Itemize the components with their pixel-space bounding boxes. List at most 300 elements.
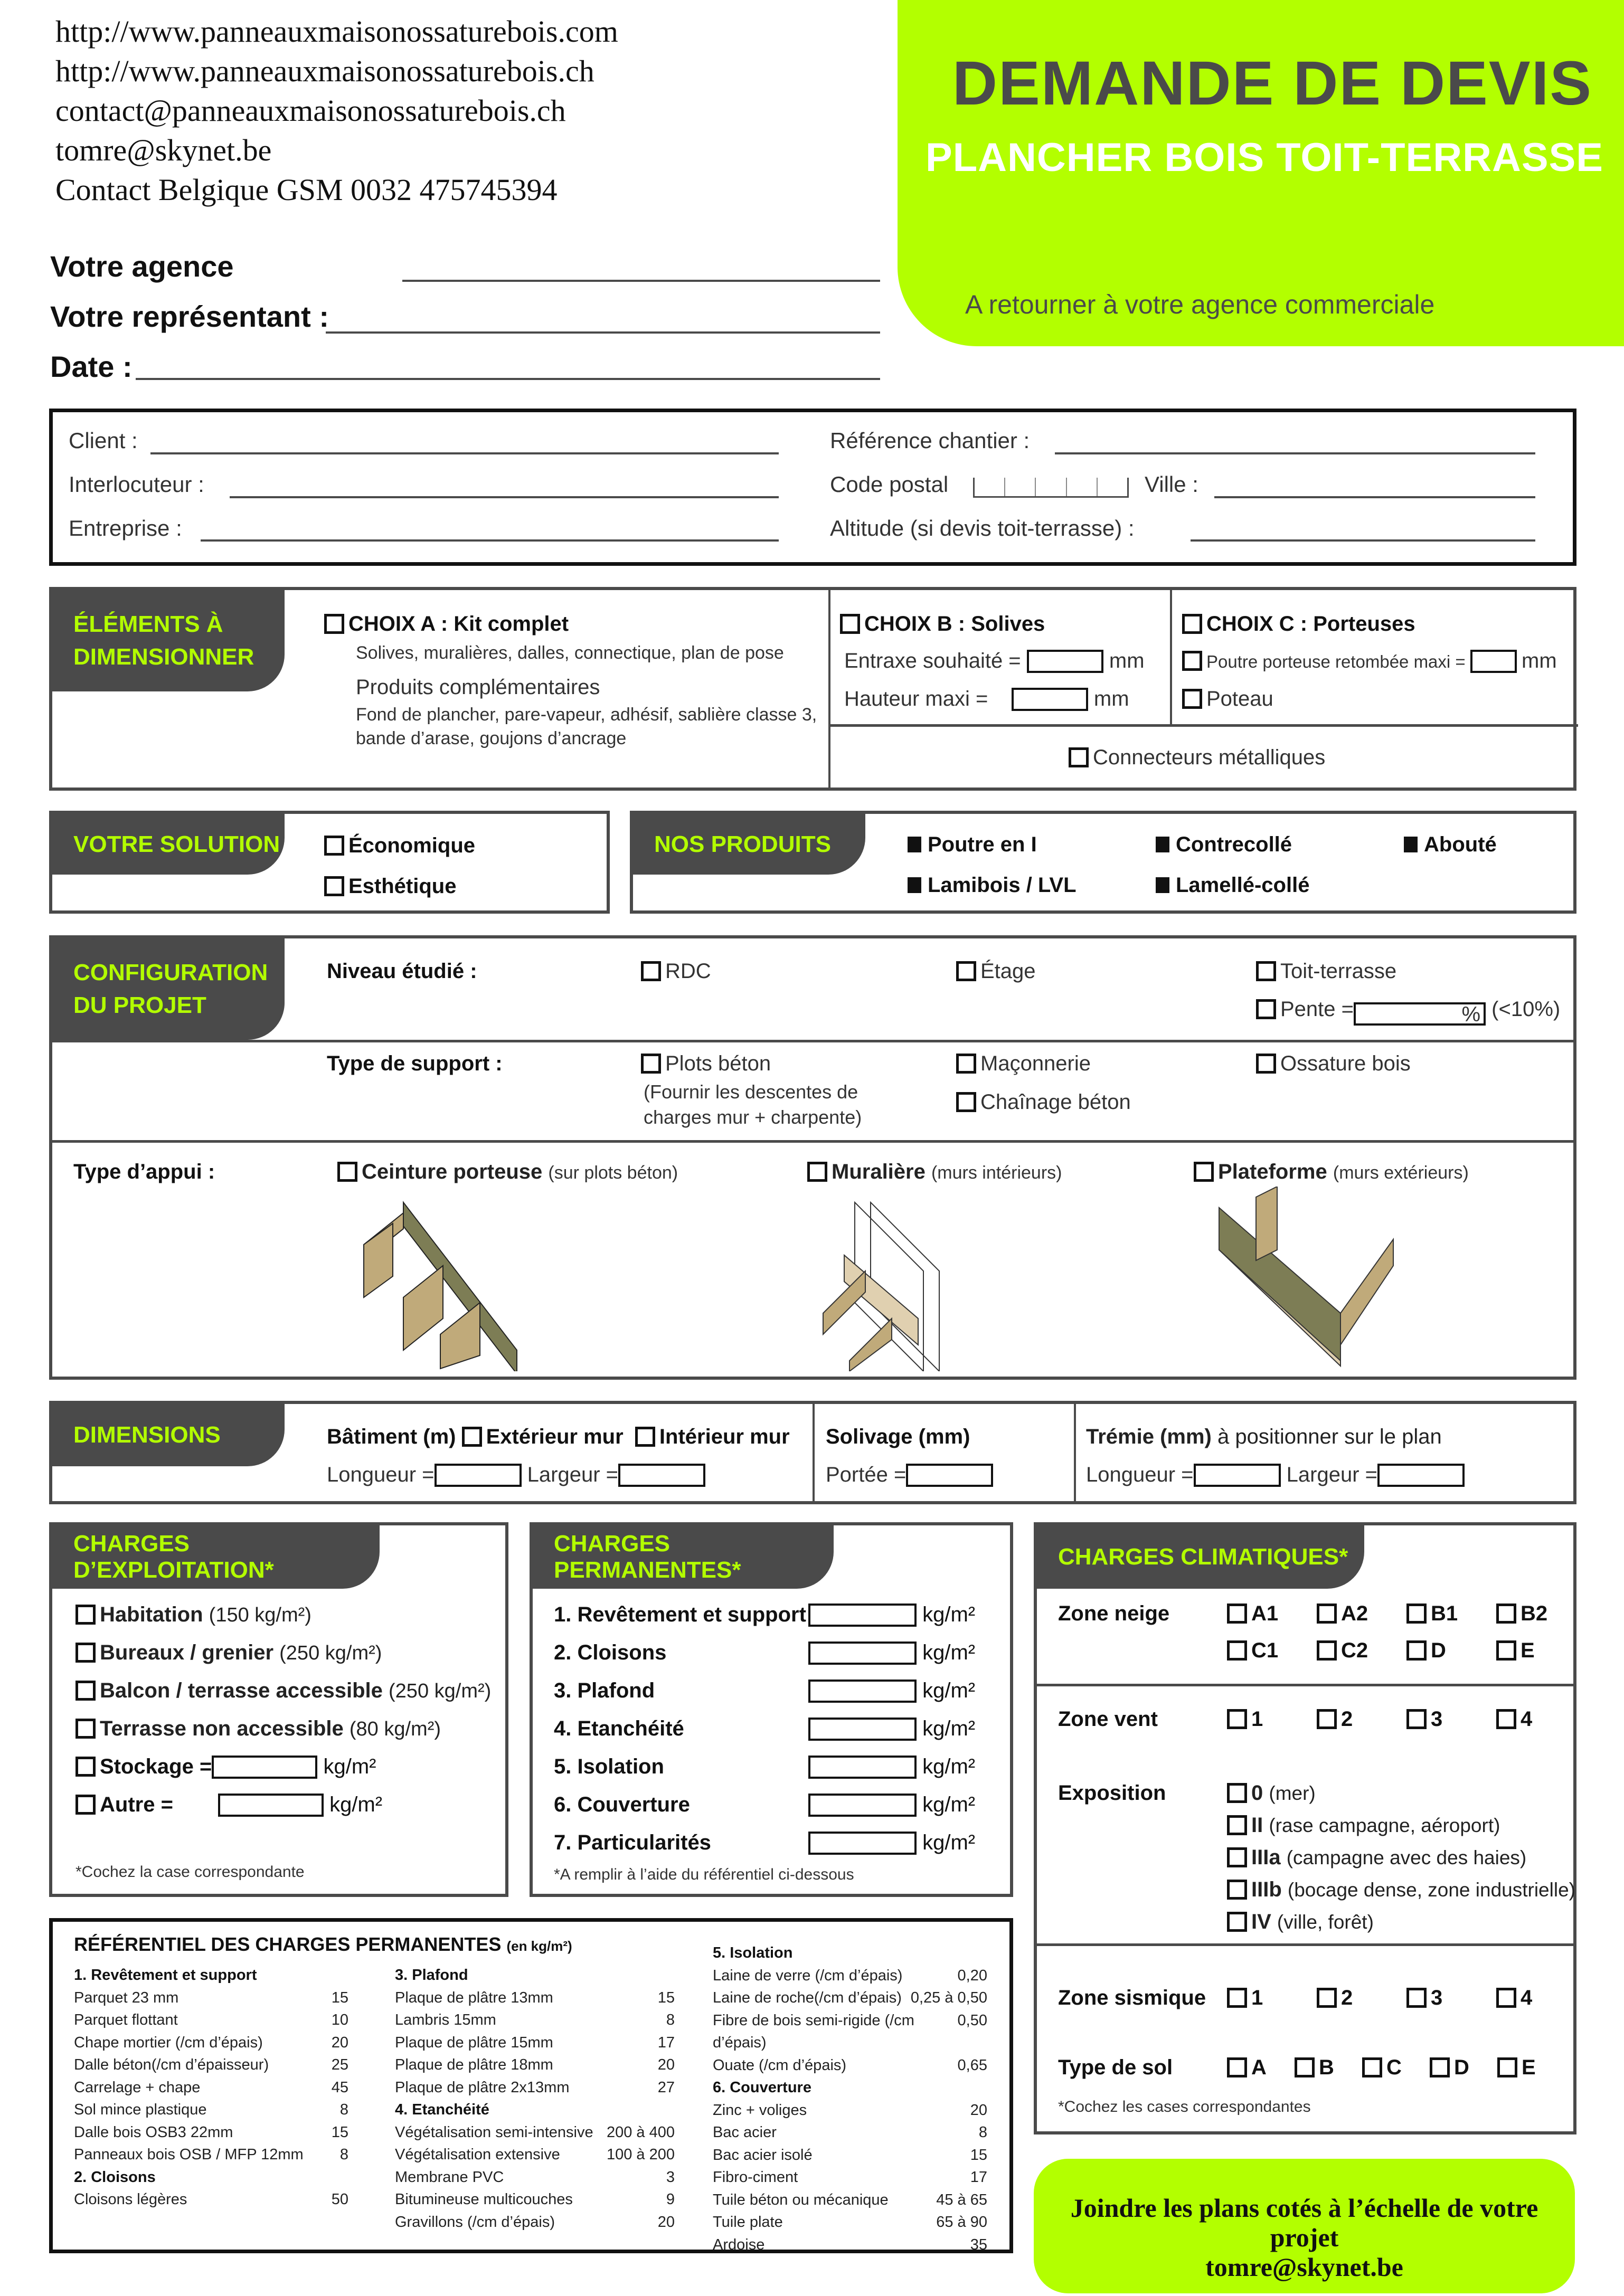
checkbox[interactable] — [1227, 1988, 1247, 2008]
niveau-toit-terrasse[interactable] — [1256, 960, 1396, 983]
option-label: 1 — [1251, 1707, 1263, 1731]
referentiel-row — [74, 1987, 348, 2009]
permanente-unit: kg/m² — [922, 1755, 976, 1778]
material-value: 0,65 — [957, 2056, 987, 2074]
altitude-input[interactable] — [1191, 539, 1535, 542]
exploitation-footnote: *Cochez la case correspondante — [75, 1863, 305, 1881]
esthetique-label: Esthétique — [348, 875, 457, 898]
referentiel-row — [395, 2076, 675, 2099]
permanente-row — [554, 1641, 975, 1665]
permanente-input[interactable] — [808, 1718, 917, 1741]
checkbox[interactable] — [1406, 1640, 1427, 1661]
terrasse-note: (80 kg/m²) — [349, 1718, 441, 1740]
reference-input[interactable] — [1055, 452, 1535, 454]
choix-a-option[interactable] — [324, 612, 569, 636]
batiment-row — [327, 1425, 790, 1449]
checkbox[interactable] — [1227, 1604, 1247, 1624]
checkbox[interactable] — [1496, 1709, 1516, 1729]
permanente-input[interactable] — [808, 1642, 917, 1665]
produit-label: Lamibois / LVL — [928, 874, 1077, 897]
ossature-bois-label: Ossature bois — [1280, 1052, 1411, 1075]
option-label: C — [1386, 2056, 1402, 2079]
zone-neige-option[interactable] — [1496, 1639, 1535, 1663]
material-value: 3 — [666, 2168, 675, 2186]
connecteurs-option[interactable] — [1069, 746, 1325, 770]
zone-sismique-option[interactable] — [1496, 1986, 1532, 2010]
exposition-note: (campagne avec des haies) — [1286, 1847, 1527, 1868]
option-label: E — [1522, 2056, 1536, 2079]
type-sol-option[interactable] — [1295, 2056, 1334, 2080]
material-value: 8 — [339, 2146, 348, 2163]
bureaux-checkbox[interactable] — [75, 1643, 96, 1663]
rdc-checkbox[interactable] — [641, 961, 661, 981]
referentiel-heading — [395, 2099, 675, 2121]
choix-b-checkbox[interactable] — [840, 614, 860, 634]
interlocuteur-label: Interlocuteur : — [69, 472, 204, 497]
choix-a-label: CHOIX A : Kit complet — [348, 612, 569, 635]
checkbox[interactable] — [1227, 1783, 1247, 1803]
material-label: Tuile béton ou mécanique — [713, 2191, 889, 2208]
referentiel-row — [395, 2188, 675, 2211]
referentiel-row — [395, 2166, 675, 2189]
hauteur-input[interactable] — [1012, 688, 1088, 711]
material-label: Plaque de plâtre 2x13mm — [395, 2079, 570, 2096]
plateforme-checkbox[interactable] — [1194, 1162, 1214, 1182]
pente-note: (<10%) — [1491, 998, 1561, 1021]
autre-unit: kg/m² — [329, 1793, 383, 1816]
ceinture-porteuse-illustration — [353, 1192, 564, 1371]
checkbox[interactable] — [1430, 2057, 1450, 2077]
material-value: 0,25 à 0,50 — [910, 1989, 987, 2006]
chainage-beton-label: Chaînage béton — [980, 1090, 1131, 1114]
zone-neige-option[interactable] — [1317, 1639, 1368, 1663]
checkbox[interactable] — [1496, 1988, 1516, 2008]
zone-vent-option[interactable] — [1406, 1707, 1442, 1731]
interlocuteur-input[interactable] — [230, 496, 779, 498]
permanente-unit: kg/m² — [922, 1793, 976, 1816]
poutre-label: Poutre porteuse retombée maxi = — [1206, 652, 1466, 671]
entraxe-input[interactable] — [1027, 650, 1103, 673]
referentiel-row — [395, 1987, 675, 2009]
interieur-checkbox[interactable] — [635, 1427, 655, 1447]
joist-shape — [440, 1303, 480, 1369]
material-value: 45 à 65 — [936, 2191, 987, 2208]
type-sol-option[interactable] — [1227, 2056, 1267, 2080]
representative-input[interactable] — [326, 331, 880, 334]
material-value: 25 — [331, 2056, 348, 2073]
stockage-input[interactable] — [212, 1756, 317, 1779]
permanente-input[interactable] — [808, 1832, 917, 1855]
checkbox[interactable] — [1406, 1988, 1427, 2008]
checkbox[interactable] — [1227, 1880, 1247, 1900]
material-label: Gravillons (/cm d’épais) — [395, 2213, 555, 2231]
entraxe-unit: mm — [1109, 649, 1145, 672]
maconnerie-checkbox[interactable] — [956, 1054, 976, 1074]
support-maconnerie[interactable] — [956, 1052, 1091, 1076]
poteau-label: Poteau — [1206, 687, 1273, 710]
zone-sismique-option[interactable] — [1317, 1986, 1353, 2010]
charges-climatiques-section — [1034, 1522, 1576, 2134]
type-sol-option[interactable] — [1497, 2056, 1536, 2080]
checkbox[interactable] — [1227, 1709, 1247, 1729]
charges-permanentes-section — [530, 1522, 1013, 1897]
heading-text: 1. Revêtement et support — [74, 1967, 257, 1984]
permanente-unit: kg/m² — [922, 1603, 976, 1626]
option-label: 2 — [1341, 1986, 1353, 2009]
divider — [1074, 1404, 1076, 1504]
permanente-input[interactable] — [808, 1756, 917, 1779]
entreprise-input[interactable] — [201, 539, 779, 542]
website-link-ch[interactable]: http://www.panneauxmaisonossaturebois.ch — [55, 54, 594, 88]
chainage-beton-checkbox[interactable] — [956, 1092, 976, 1112]
balcon-option[interactable] — [75, 1679, 491, 1703]
plots-beton-checkbox[interactable] — [641, 1054, 661, 1074]
hauteur-unit: mm — [1093, 687, 1129, 710]
etage-checkbox[interactable] — [956, 961, 976, 981]
material-value: 45 — [331, 2079, 348, 2096]
divider — [1037, 1684, 1575, 1686]
option-label: 4 — [1521, 1707, 1533, 1731]
tremie-longueur-input[interactable] — [1194, 1464, 1281, 1487]
agency-label: Votre agence — [50, 250, 234, 283]
divider — [828, 590, 830, 791]
referentiel-heading — [395, 1964, 675, 1987]
type-sol-option[interactable] — [1430, 2056, 1469, 2080]
elements-tab-line1: ÉLÉMENTS À — [73, 611, 223, 637]
zone-neige-option[interactable] — [1317, 1602, 1368, 1626]
exposition-option[interactable] — [1227, 1910, 1374, 1934]
option-label: 3 — [1431, 1986, 1443, 2009]
zone-neige-option[interactable] — [1496, 1602, 1547, 1626]
appui-ceinture[interactable] — [337, 1160, 678, 1184]
habitation-checkbox[interactable] — [75, 1605, 96, 1625]
portee-row — [826, 1463, 993, 1487]
referentiel-column — [74, 1964, 348, 2211]
checkbox[interactable] — [1406, 1604, 1427, 1624]
plateforme-label: Plateforme — [1218, 1160, 1327, 1183]
choix-a-description: Solives, muralières, dalles, connectique, plan de pose — [356, 643, 784, 663]
referentiel-row — [395, 2032, 675, 2054]
solution-esthetique[interactable] — [324, 875, 456, 898]
referentiel-title — [74, 1933, 572, 1956]
zone-neige-option[interactable] — [1227, 1639, 1278, 1663]
checkbox[interactable] — [1295, 2057, 1315, 2077]
checkbox[interactable] — [1317, 1988, 1337, 2008]
produits-complementaires-line2: bande d’arase, goujons d’ancrage — [356, 728, 627, 748]
material-value: 100 à 200 — [606, 2146, 675, 2163]
support-ossature-bois[interactable] — [1256, 1052, 1411, 1076]
website-link-com[interactable]: http://www.panneauxmaisonossaturebois.com — [55, 14, 618, 49]
ceinture-note: (sur plots béton) — [548, 1163, 678, 1183]
solivage-label: Solivage (mm) — [826, 1425, 970, 1448]
balcon-checkbox[interactable] — [75, 1681, 96, 1701]
pente-checkbox[interactable] — [1256, 999, 1276, 1019]
option-label: C2 — [1341, 1639, 1368, 1662]
exterieur-label: Extérieur mur — [486, 1425, 624, 1448]
checkbox[interactable] — [1406, 1709, 1427, 1729]
code-postal-input[interactable] — [973, 478, 1129, 498]
client-label: Client : — [69, 428, 138, 453]
entraxe-row — [844, 649, 1145, 673]
divider — [828, 724, 1578, 727]
charges-permanentes-tab: CHARGES PERMANENTES* — [533, 1525, 834, 1589]
material-value: 0,50 — [957, 2012, 987, 2029]
heading-text: 6. Couverture — [713, 2079, 811, 2096]
connecteurs-checkbox[interactable] — [1069, 747, 1089, 767]
exposition-option[interactable] — [1227, 1781, 1316, 1805]
stockage-checkbox[interactable] — [75, 1757, 96, 1777]
charges-exploitation-section — [49, 1522, 508, 1897]
tomre-email[interactable]: tomre@skynet.be — [55, 133, 272, 167]
ceinture-checkbox[interactable] — [337, 1162, 357, 1182]
zone-vent-option[interactable] — [1317, 1707, 1353, 1731]
zone-sismique-label: Zone sismique — [1058, 1986, 1206, 2009]
portee-label: Portée = — [826, 1463, 907, 1486]
balcon-label: Balcon / terrasse accessible — [100, 1679, 383, 1702]
material-value: 15 — [970, 2146, 987, 2164]
material-label: Panneaux bois OSB / MFP 12mm — [74, 2146, 304, 2163]
client-info-box — [49, 409, 1576, 566]
checkbox[interactable] — [1496, 1604, 1516, 1624]
tremie-row — [1086, 1425, 1442, 1449]
choix-c-checkbox[interactable] — [1182, 614, 1202, 634]
permanente-unit: kg/m² — [922, 1679, 976, 1702]
material-value: 10 — [331, 2012, 348, 2028]
material-value: 65 à 90 — [936, 2214, 987, 2231]
toit-terrasse-checkbox[interactable] — [1256, 961, 1276, 981]
type-sol-option[interactable] — [1362, 2056, 1402, 2080]
checkbox[interactable] — [1227, 2057, 1247, 2077]
exposition-note: (bocage dense, zone industrielle) — [1287, 1879, 1575, 1901]
poteau-checkbox[interactable] — [1182, 689, 1202, 709]
option-label: E — [1521, 1639, 1535, 1662]
produit-label: Lamellé-collé — [1176, 874, 1310, 897]
attach-plans-text: Joindre les plans cotés à l’échelle de votre projet — [1070, 2193, 1538, 2252]
zone-sismique-option[interactable] — [1406, 1986, 1442, 2010]
option-label: A1 — [1251, 1602, 1279, 1625]
referentiel-column — [395, 1964, 675, 2233]
contact-block — [55, 12, 618, 210]
permanente-unit: kg/m² — [922, 1641, 976, 1664]
pente-input[interactable] — [1354, 1002, 1486, 1026]
material-label: Dalle bois OSB3 22mm — [74, 2123, 233, 2141]
material-label: Végétalisation extensive — [395, 2146, 560, 2163]
permanente-input[interactable] — [808, 1680, 917, 1703]
checkbox[interactable] — [1317, 1640, 1337, 1661]
terrasse-checkbox[interactable] — [75, 1719, 96, 1739]
autre-input[interactable] — [218, 1794, 324, 1817]
zone-neige-option[interactable] — [1406, 1639, 1446, 1663]
niveau-rdc[interactable] — [641, 960, 711, 983]
permanente-row — [554, 1793, 975, 1817]
support-chainage-beton[interactable] — [956, 1090, 1131, 1114]
portee-input[interactable] — [906, 1464, 993, 1487]
zone-neige-label: Zone neige — [1058, 1602, 1170, 1625]
batiment-largeur-input[interactable] — [618, 1464, 705, 1487]
option-label: 1 — [1251, 1986, 1263, 2009]
material-value: 35 — [970, 2236, 987, 2253]
referentiel-row — [74, 2009, 348, 2032]
support-note-line1: (Fournir les descentes de — [644, 1081, 858, 1103]
material-label: Fibre de bois semi-rigide (/cm d’épais) — [713, 2012, 914, 2051]
page-title: DEMANDE DE DEVIS — [952, 49, 1593, 118]
appui-muraliere[interactable] — [807, 1160, 1062, 1184]
contact-email[interactable]: contact@panneauxmaisonossaturebois.ch — [55, 93, 566, 128]
agency-input[interactable] — [402, 280, 880, 282]
material-value: 8 — [339, 2101, 348, 2118]
material-value: 27 — [657, 2079, 675, 2096]
title-banner — [898, 0, 1624, 346]
stockage-row — [75, 1755, 376, 1779]
elements-tab — [52, 590, 285, 691]
referentiel-row — [713, 2144, 987, 2167]
material-value: 17 — [657, 2034, 675, 2051]
referentiel-row — [713, 2054, 987, 2077]
divider — [52, 1140, 1574, 1143]
muraliere-checkbox[interactable] — [807, 1162, 827, 1182]
muraliere-label: Muralière — [832, 1160, 926, 1183]
referentiel-row — [74, 2143, 348, 2166]
pente-unit: % — [1461, 1003, 1481, 1026]
checkbox[interactable] — [1227, 1847, 1247, 1867]
plots-beton-label: Plots béton — [665, 1052, 771, 1075]
date-input[interactable] — [136, 378, 880, 380]
permanente-unit: kg/m² — [922, 1831, 976, 1854]
support-plots-beton[interactable] — [641, 1052, 771, 1076]
tremie-longueur-label: Longueur = — [1086, 1463, 1194, 1486]
bureaux-note: (250 kg/m²) — [279, 1642, 382, 1664]
poutre-input[interactable] — [1470, 650, 1517, 673]
dimensions-tab: DIMENSIONS — [52, 1404, 285, 1466]
bureaux-label: Bureaux / grenier — [100, 1641, 274, 1664]
solution-economique[interactable] — [324, 834, 475, 858]
material-value: 15 — [657, 1989, 675, 2006]
material-label: Fibro-ciment — [713, 2169, 798, 2186]
material-value: 20 — [331, 2034, 348, 2051]
support-label: Type de support : — [327, 1052, 503, 1075]
material-label: Parquet 23 mm — [74, 1989, 179, 2006]
referentiel-row — [395, 2054, 675, 2076]
material-label: Bac acier isolé — [713, 2146, 813, 2164]
poteau-option[interactable] — [1182, 687, 1273, 711]
checkbox[interactable] — [1317, 1604, 1337, 1624]
checkbox[interactable] — [1227, 1640, 1247, 1661]
rdc-label: RDC — [665, 960, 711, 983]
economique-checkbox[interactable] — [324, 836, 344, 856]
referentiel-row — [74, 2121, 348, 2144]
checkbox[interactable] — [1496, 1640, 1516, 1661]
choix-a-checkbox[interactable] — [324, 614, 344, 634]
exposition-option[interactable] — [1227, 1846, 1526, 1870]
checkbox[interactable] — [1317, 1709, 1337, 1729]
option-label: A2 — [1341, 1602, 1368, 1625]
code-postal-label: Code postal — [830, 472, 949, 497]
habitation-option[interactable] — [75, 1603, 311, 1627]
client-input[interactable] — [150, 452, 779, 454]
terrasse-option[interactable] — [75, 1717, 441, 1741]
appui-label: Type d’appui : — [73, 1160, 215, 1183]
exposition-code: 0 — [1251, 1781, 1263, 1805]
ville-input[interactable] — [1214, 496, 1535, 498]
produits-section — [630, 811, 1576, 914]
referentiel-section — [49, 1918, 1013, 2253]
choix-b-option[interactable] — [840, 612, 1045, 636]
choix-b-label: CHOIX B : Solives — [864, 612, 1045, 635]
checkbox[interactable] — [1362, 2057, 1382, 2077]
poutre-checkbox[interactable] — [1182, 651, 1202, 671]
bureaux-option[interactable] — [75, 1641, 382, 1665]
produits-tab: NOS PRODUITS — [633, 814, 865, 875]
zone-vent-option[interactable] — [1227, 1707, 1263, 1731]
option-label: D — [1431, 1639, 1446, 1662]
poutre-unit: mm — [1522, 649, 1557, 672]
pente-row — [1256, 998, 1560, 1026]
zone-sismique-option[interactable] — [1227, 1986, 1263, 2010]
niveau-etage[interactable] — [956, 960, 1036, 983]
exterieur-checkbox[interactable] — [462, 1427, 482, 1447]
divider — [52, 1040, 1574, 1042]
maconnerie-label: Maçonnerie — [980, 1052, 1091, 1075]
option-label: 3 — [1431, 1707, 1443, 1731]
checkbox[interactable] — [1227, 1815, 1247, 1835]
tremie-largeur-input[interactable] — [1377, 1464, 1465, 1487]
charges-climatiques-tab: CHARGES CLIMATIQUES* — [1037, 1525, 1364, 1589]
permanente-label: 5. Isolation — [554, 1755, 664, 1778]
esthetique-checkbox[interactable] — [324, 876, 344, 896]
zone-neige-option[interactable] — [1227, 1602, 1278, 1626]
checkbox[interactable] — [1497, 2057, 1517, 2077]
balcon-note: (250 kg/m²) — [389, 1680, 492, 1702]
material-value: 15 — [331, 2123, 348, 2141]
zone-neige-option[interactable] — [1406, 1602, 1458, 1626]
appui-plateforme[interactable] — [1194, 1160, 1469, 1184]
material-label: Cloisons légères — [74, 2191, 187, 2208]
exposition-option[interactable] — [1227, 1814, 1500, 1837]
material-label: Sol mince plastique — [74, 2101, 207, 2118]
produit-item — [1404, 833, 1497, 857]
choix-c-label: CHOIX C : Porteuses — [1206, 612, 1415, 635]
permanente-input[interactable] — [808, 1794, 917, 1817]
exposition-option[interactable] — [1227, 1878, 1575, 1902]
zone-vent-option[interactable] — [1496, 1707, 1532, 1731]
bullet-square-icon — [908, 877, 921, 893]
configuration-tab-line2: DU PROJET — [73, 992, 206, 1018]
reference-label: Référence chantier : — [830, 428, 1030, 453]
stockage-unit: kg/m² — [323, 1755, 376, 1778]
heading-text: 3. Plafond — [395, 1967, 468, 1984]
divider — [1170, 590, 1172, 726]
material-label: Laine de verre (/cm d’épais) — [713, 1967, 903, 1984]
permanente-label: 2. Cloisons — [554, 1641, 667, 1664]
batiment-longueur-input[interactable] — [435, 1464, 522, 1487]
referentiel-title-unit: (en kg/m²) — [506, 1938, 572, 1954]
permanente-row — [554, 1755, 975, 1779]
autre-checkbox[interactable] — [75, 1795, 96, 1815]
permanente-input[interactable] — [808, 1604, 917, 1627]
referentiel-heading — [713, 2076, 987, 2099]
configuration-tab-line1: CONFIGURATION — [73, 960, 268, 985]
checkbox[interactable] — [1227, 1912, 1247, 1932]
referentiel-row — [395, 2009, 675, 2032]
stockage-label: Stockage = — [100, 1755, 212, 1778]
ossature-bois-checkbox[interactable] — [1256, 1054, 1276, 1074]
economique-label: Économique — [348, 834, 476, 857]
material-value: 50 — [331, 2191, 348, 2208]
attach-plans-email[interactable]: tomre@skynet.be — [1205, 2252, 1403, 2282]
support-note-line2: charges mur + charpente) — [644, 1106, 862, 1128]
climatiques-footnote: *Cochez les cases correspondantes — [1058, 2098, 1311, 2115]
choix-c-option[interactable] — [1182, 612, 1415, 636]
